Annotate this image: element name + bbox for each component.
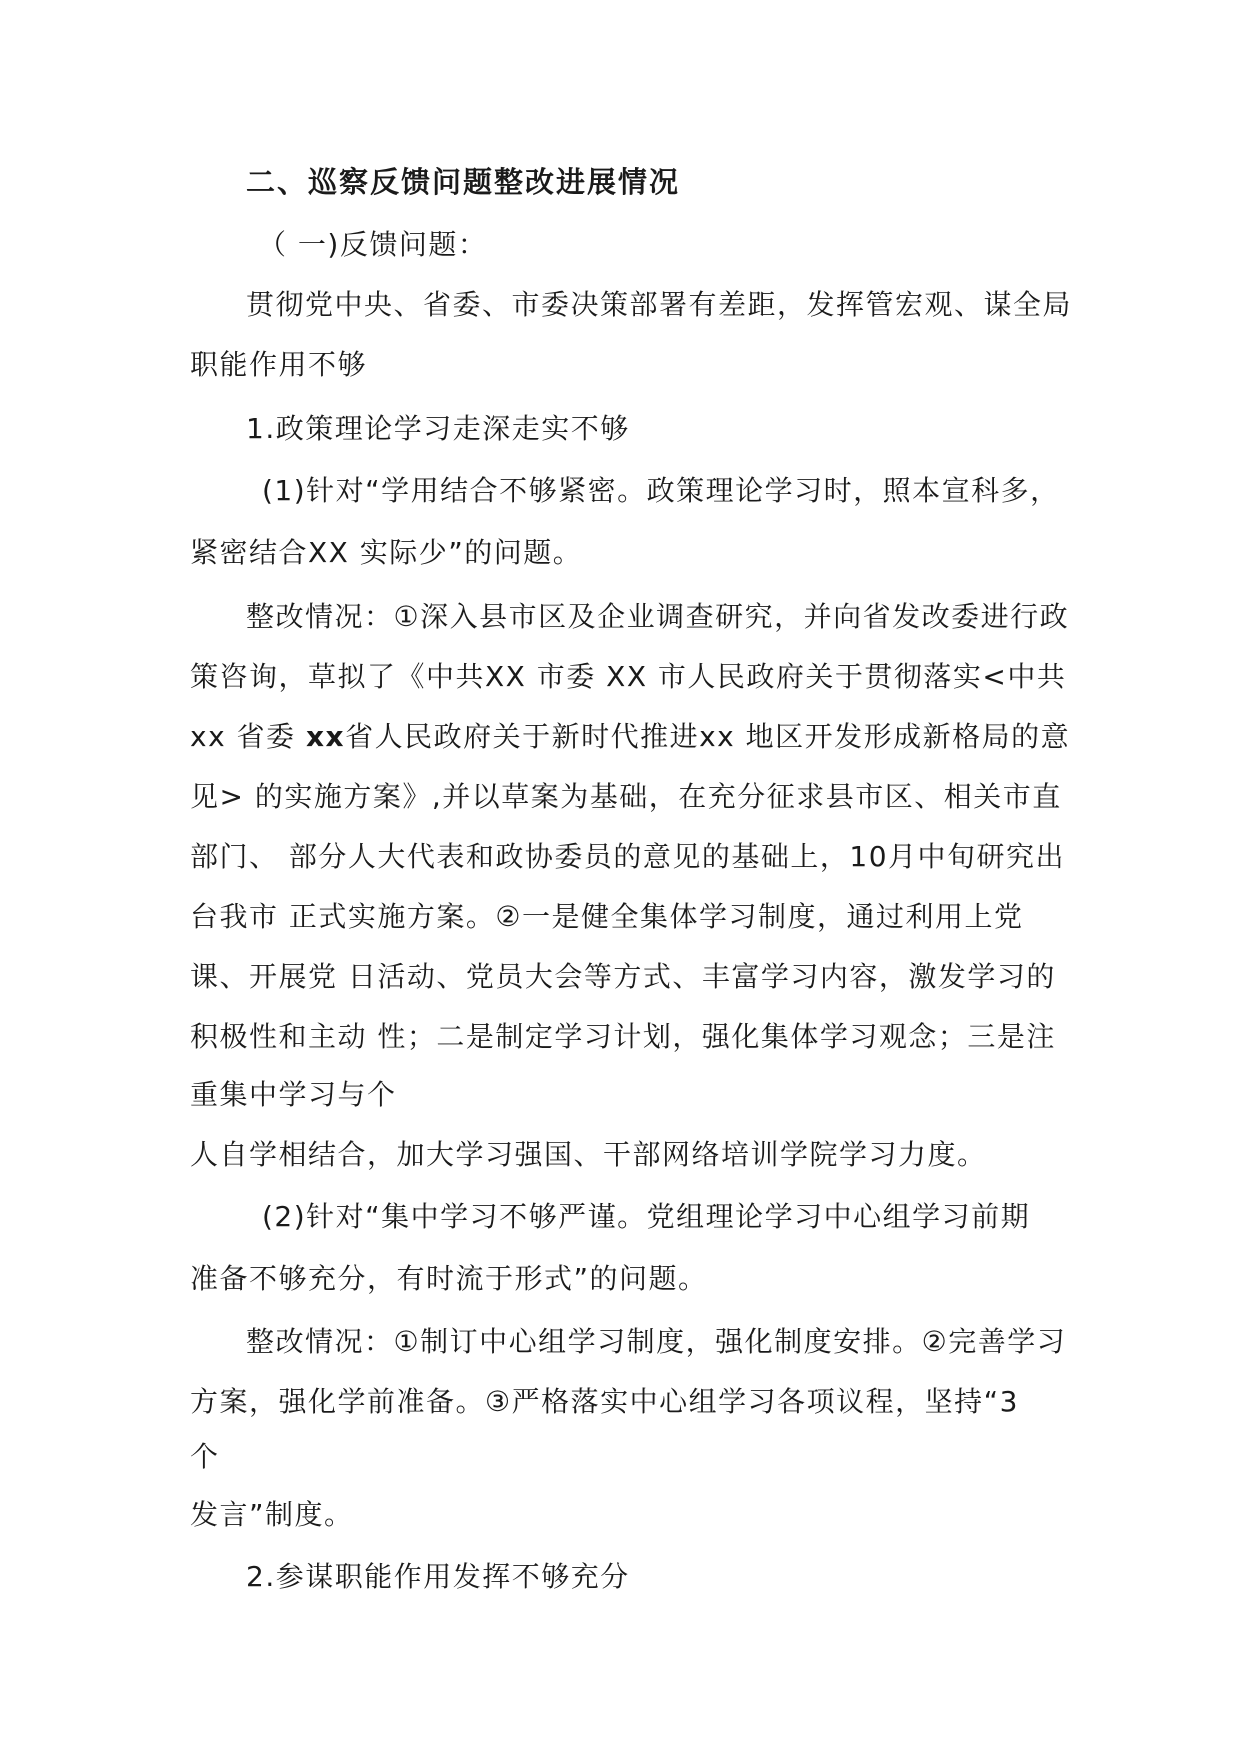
paragraph-line: 方案，强化学前准备。③严格落实中心组学习各项议程，坚持“3 xyxy=(190,1385,1019,1418)
paragraph-line: 发言”制度。 xyxy=(190,1498,354,1531)
paragraph-line: 职能作用不够 xyxy=(190,348,368,381)
paragraph-line: 准备不够充分，有时流于形式”的问题。 xyxy=(190,1262,708,1295)
paragraph-line: 台我市 正式实施方案。②一是健全集体学习制度，通过利用上党 xyxy=(190,900,1024,933)
paragraph-line xyxy=(190,720,1070,754)
paragraph-line: 贯彻党中央、省委、市委决策部署有差距，发挥管宏观、谋全局 xyxy=(246,288,1073,321)
paragraph-line: 个 xyxy=(190,1440,220,1473)
paragraph-line: 积极性和主动 性；二是制定学习计划，强化集体学习观念；三是注 xyxy=(190,1020,1056,1053)
paragraph-line: 整改情况：①制订中心组学习制度，强化制度安排。②完善学习 xyxy=(246,1325,1067,1358)
paragraph-line: (2)针对“集中学习不够严谨。党组理论学习中心组学习前期 xyxy=(262,1200,1031,1233)
paragraph-line: 整改情况：①深入县市区及企业调查研究，并向省发改委进行政 xyxy=(246,600,1070,633)
section-heading: 二、巡察反馈问题整改进展情况 xyxy=(246,165,681,199)
paragraph-line: 紧密结合XX 实际少”的问题。 xyxy=(190,536,583,569)
text-run: xx 省委 xyxy=(190,720,306,753)
paragraph-line: 人自学相结合，加大学习强国、干部网络培训学院学习力度。 xyxy=(190,1138,987,1171)
paragraph-line: (1)针对“学用结合不够紧密。政策理论学习时，照本宣科多， xyxy=(262,474,1060,507)
paragraph-line: 策咨询，草拟了《中共XX 市委 XX 市人民政府关于贯彻落实<中共 xyxy=(190,660,1067,693)
sub-heading: （ 一)反馈问题： xyxy=(258,228,488,261)
paragraph-line: 课、开展党 日活动、党员大会等方式、丰富学习内容，激发学习的 xyxy=(190,960,1056,993)
paragraph-line: 部门、 部分人大代表和政协委员的意见的基础上，10月中旬研究出 xyxy=(190,840,1066,873)
bold-text-run: xx xyxy=(305,720,346,753)
paragraph-line: 见> 的实施方案》,并以草案为基础，在充分征求县市区、相关市直 xyxy=(190,780,1062,813)
item-title: 1.政策理论学习走深走实不够 xyxy=(246,412,630,445)
paragraph-line: 重集中学习与个 xyxy=(190,1078,397,1111)
text-run: 省人民政府关于新时代推进xx 地区开发形成新格局的意 xyxy=(345,720,1071,753)
item-title: 2.参谋职能作用发挥不够充分 xyxy=(246,1560,630,1593)
